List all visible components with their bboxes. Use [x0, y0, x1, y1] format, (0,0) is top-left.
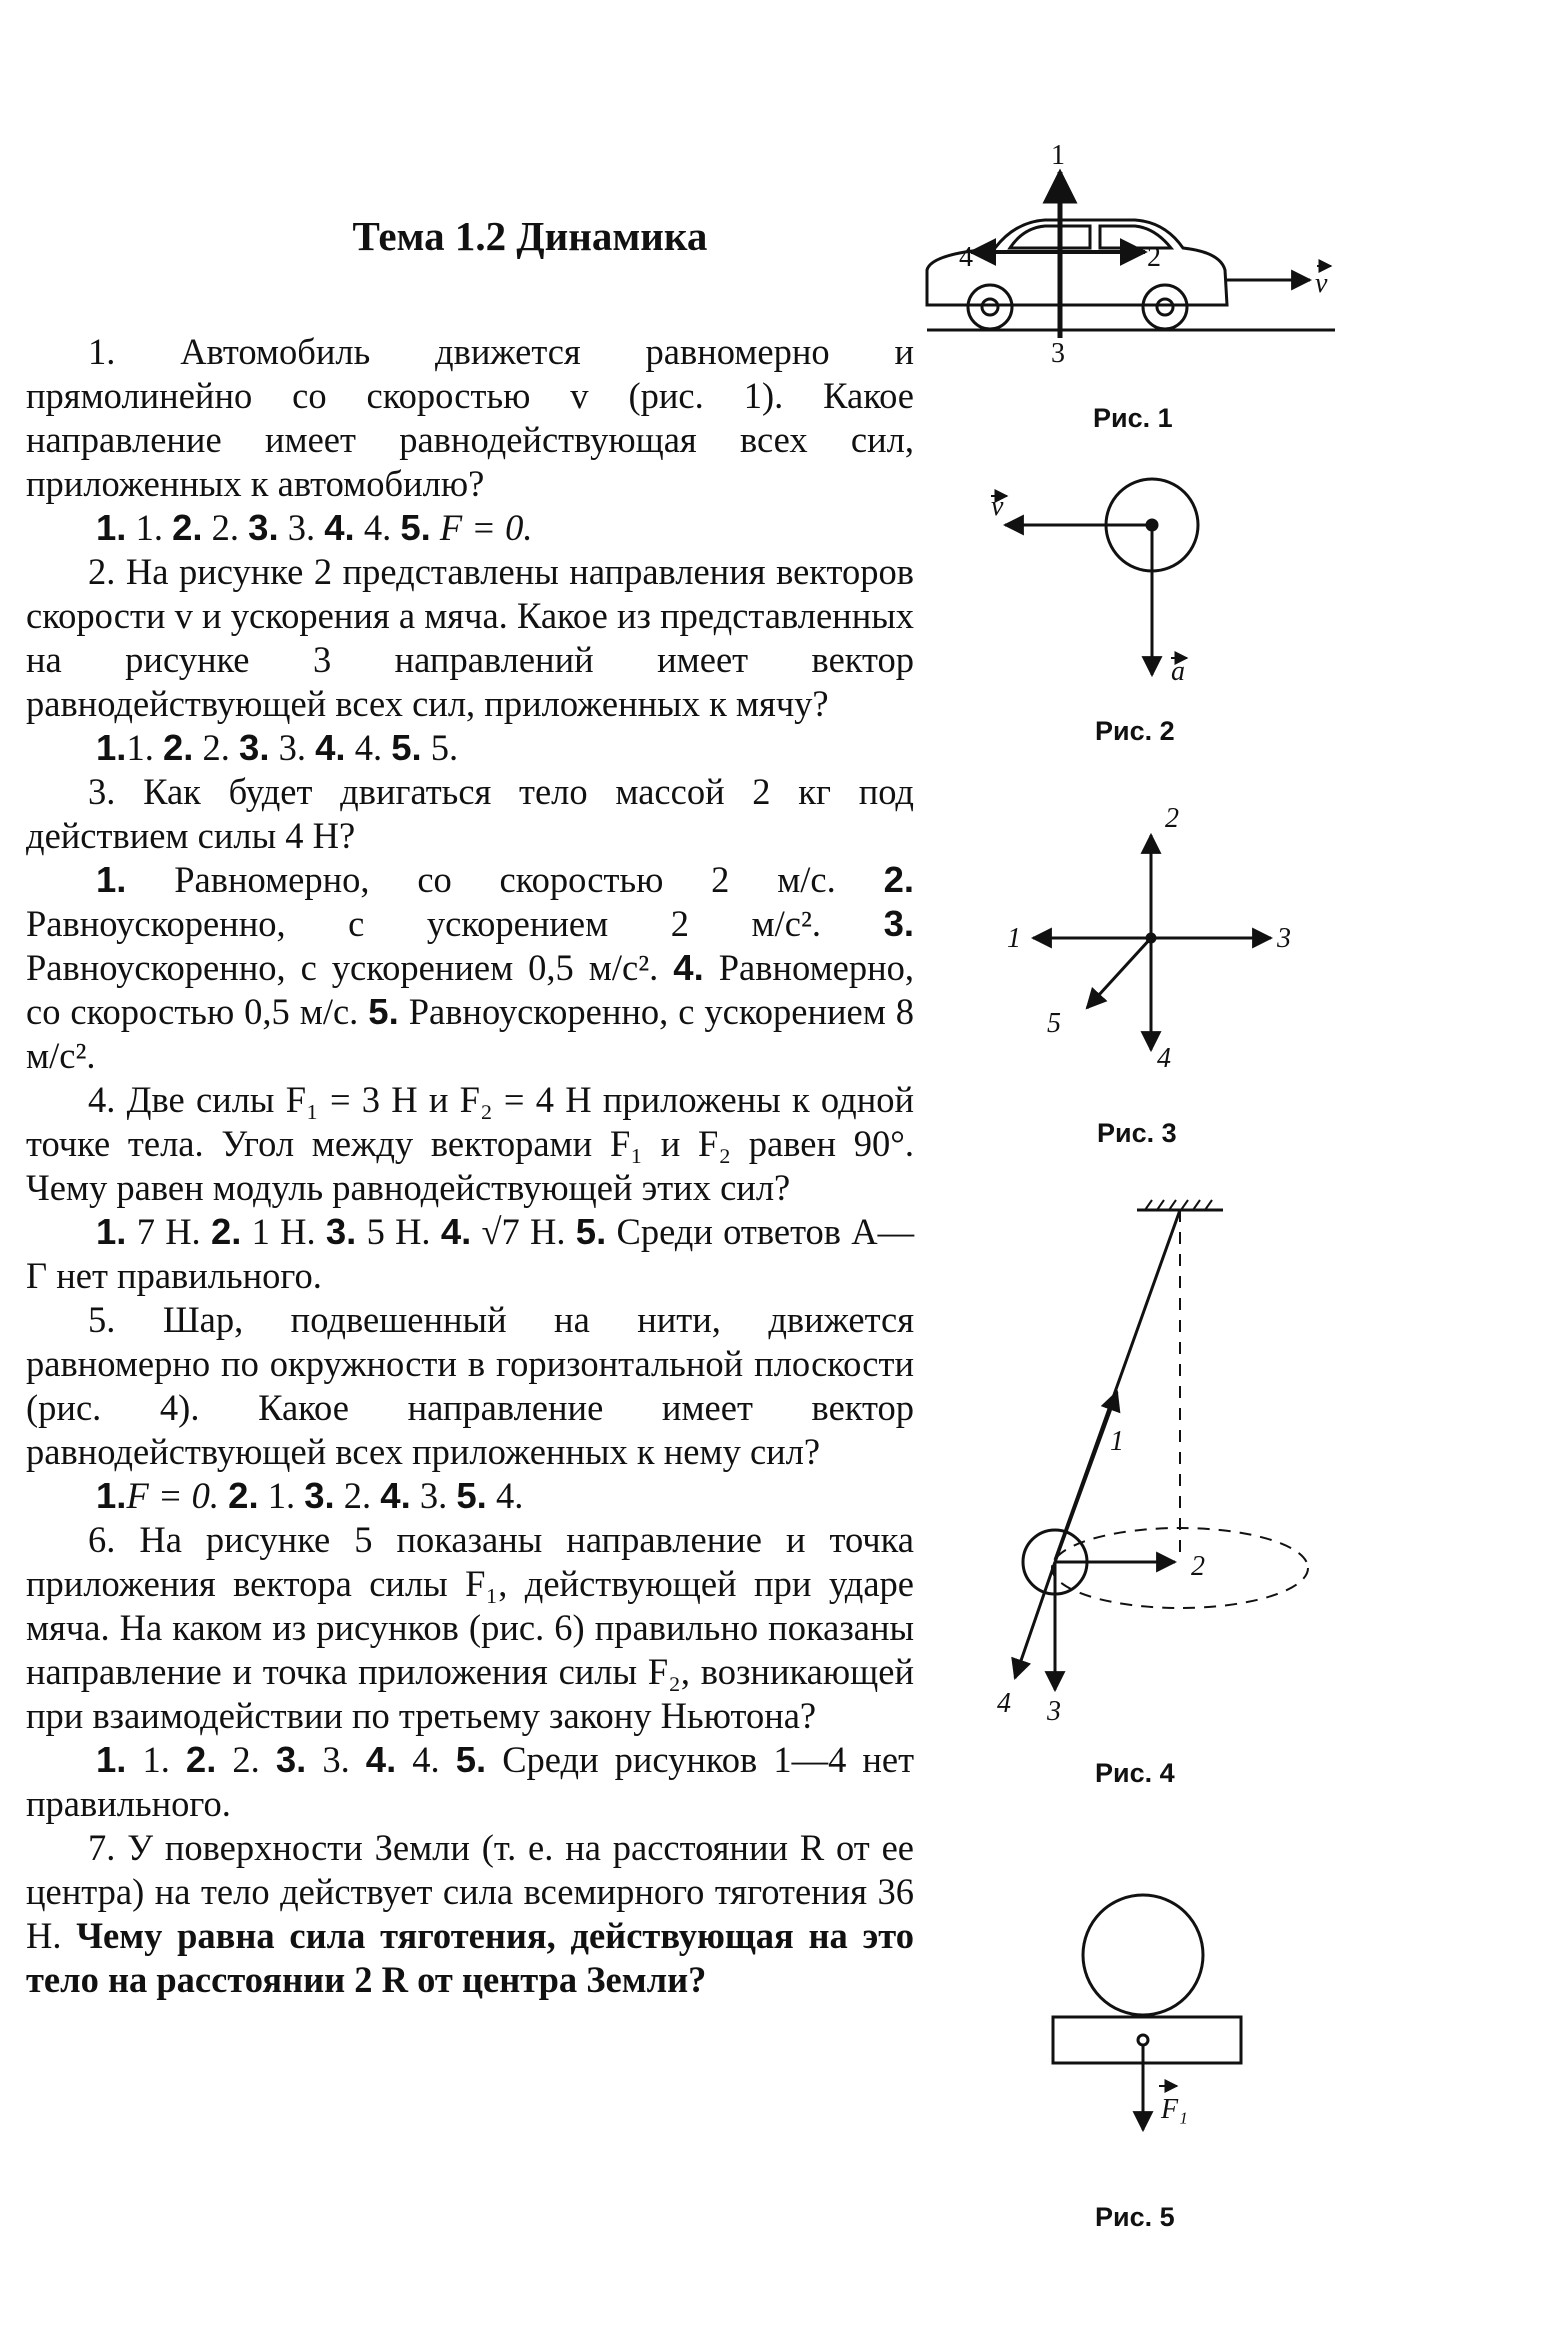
answer-option: 4. — [495, 1475, 524, 1516]
ball-vector-icon — [1005, 479, 1198, 675]
problem-5-answers — [26, 1474, 914, 1518]
problem-3-answers — [26, 858, 914, 1078]
answer-option: 5. — [430, 727, 459, 768]
answer-number: 5. — [575, 1211, 607, 1252]
answer-number: 2. — [185, 1739, 217, 1780]
answer-option: 4. — [354, 727, 383, 768]
answer-option: 2. — [343, 1475, 372, 1516]
answer-number: 5. — [368, 991, 399, 1032]
answer-number: 4. — [440, 1211, 472, 1252]
problem-3-question: Как будет двигаться тело массой 2 кг под действием силы 4 Н? — [26, 771, 914, 856]
answer-option: 3. — [419, 1475, 448, 1516]
fig4-caption: Рис. 4 — [1095, 1758, 1175, 1788]
answer-option: Среди рисунков 1—4 нет правильного. — [26, 1739, 915, 1824]
problem-1-answers — [26, 506, 914, 550]
answer-option: Равномерно, со скоростью 0,5 м/с. — [26, 947, 915, 1032]
fig5-label: F₁ — [1161, 2094, 1188, 2125]
car-diagram-icon — [927, 172, 1335, 338]
answer-option: 5 Н. — [366, 1211, 431, 1252]
answer-option: 4. — [412, 1739, 440, 1780]
fig1-label: 2 — [1147, 242, 1161, 273]
answer-number: 1. — [96, 1475, 127, 1516]
problem-4-answers — [26, 1210, 914, 1298]
fig5-caption: Рис. 5 — [1095, 2202, 1175, 2232]
answer-option: 1. — [135, 507, 163, 548]
answer-number: 4. — [324, 507, 355, 548]
ball-on-block-icon — [1053, 1895, 1241, 2130]
problem-7-question-a: У поверхности Земли (т. е. на расстоянии R от ее центра) на тело действует сила всемирного тяготения 36 Н. — [26, 1827, 914, 1956]
problem-2-text — [26, 550, 914, 726]
fig3-label: 5 — [1047, 1008, 1061, 1039]
fig4-label: 1 — [1110, 1426, 1124, 1457]
problem-2-question: На рисунке 2 представлены направления векторов скорости v и ускорения a мяча. Какое из представленных на рисунке 3 направлений имеет вектор равнодействующей всех сил, приложенных к мячу? — [26, 551, 915, 724]
answer-number: 3. — [248, 507, 279, 548]
problem-5-text — [26, 1298, 914, 1474]
answer-option: 2. — [232, 1739, 260, 1780]
answer-number: 1. — [96, 1211, 127, 1252]
problem-3-number: 3. — [88, 771, 116, 812]
conical-pendulum-icon — [1015, 1200, 1308, 1690]
answer-option: 1. — [142, 1739, 170, 1780]
answer-option: F = 0. — [439, 507, 533, 548]
problem-7-number: 7. — [88, 1827, 116, 1868]
answer-option: 1. — [267, 1475, 296, 1516]
answer-option: 3. — [322, 1739, 350, 1780]
problem-1-text — [26, 330, 914, 506]
problem-7-question-b: Чему равна сила тяготения, действующая на это тело на расстоянии 2 R от центра Земли? — [26, 1915, 914, 2000]
problem-6-question: На рисунке 5 показаны направление и точка приложения вектора силы F₁, действующей при ударе мяча. На каком из рисунков (рис. 6) правильно показаны направление и точка приложения силы F₂, возникающей при взаимодействии по третьему закону Ньютона? — [26, 1519, 914, 1736]
answer-number: 5. — [391, 727, 422, 768]
problem-2-answers — [26, 726, 914, 770]
answer-number: 2. — [172, 507, 203, 548]
fig3-caption: Рис. 3 — [1097, 1118, 1177, 1148]
problem-list — [26, 330, 914, 2002]
problem-6-number: 6. — [88, 1519, 116, 1560]
fig2-caption: Рис. 2 — [1095, 716, 1175, 746]
answer-option: 1 Н. — [251, 1211, 316, 1252]
problem-6-text — [26, 1518, 914, 1738]
fig1-label: 1 — [1051, 140, 1065, 171]
answer-number: 1. — [96, 1739, 127, 1780]
fig4-label: 3 — [1047, 1696, 1061, 1727]
answer-option: 3. — [278, 727, 306, 768]
answer-number: 1. — [96, 727, 127, 768]
fig2-label: v — [991, 491, 1004, 522]
answer-option: 3. — [287, 507, 316, 548]
problem-1-number: 1. — [88, 331, 116, 372]
answer-option: 1. — [126, 727, 154, 768]
answer-number: 4. — [315, 727, 346, 768]
page-title: Тема 1.2 Динамика — [352, 213, 708, 259]
answer-number: 3. — [883, 903, 915, 944]
fig1-label: 3 — [1051, 338, 1065, 369]
answer-number: 1. — [96, 507, 127, 548]
answer-option: Равноускоренно, с ускорением 2 м/с². — [26, 903, 822, 944]
fig1-label: v — [1315, 268, 1328, 299]
fig3-label: 2 — [1165, 803, 1179, 834]
answer-option: 2. — [211, 507, 240, 548]
answer-option: Равноускоренно, с ускорением 8 м/с². — [26, 991, 915, 1076]
answer-number: 1. — [96, 859, 127, 900]
problem-4-text — [26, 1078, 914, 1210]
answer-number: 3. — [325, 1211, 357, 1252]
answer-number: 2. — [162, 727, 194, 768]
fig3-label: 3 — [1277, 923, 1291, 954]
figures-svg — [915, 130, 1345, 2250]
answer-number: 5. — [456, 1475, 487, 1516]
answer-option: √7 Н. — [481, 1211, 566, 1252]
answer-option: F = 0. — [126, 1475, 220, 1516]
answer-number: 2. — [228, 1475, 259, 1516]
fig3-label: 1 — [1007, 923, 1021, 954]
fig3-label: 4 — [1157, 1043, 1171, 1074]
answer-option: Равноускоренно, с ускорением 0,5 м/с². — [26, 947, 659, 988]
answer-number: 4. — [673, 947, 704, 988]
problem-2-number: 2. — [88, 551, 116, 592]
problem-7-text — [26, 1826, 914, 2002]
problem-4-question: Две силы F₁ = 3 Н и F₂ = 4 Н приложены к одной точке тела. Угол между векторами F₁ и F₂ равен 90°. Чему равен модуль равнодействующей этих сил? — [26, 1079, 915, 1208]
answer-number: 5. — [400, 507, 431, 548]
answer-option: Равномерно, со скоростью 2 м/с. — [174, 859, 836, 900]
answer-option: 4. — [363, 507, 392, 548]
direction-cross-icon — [1033, 835, 1271, 1050]
problem-4-number: 4. — [88, 1079, 116, 1120]
answer-option: Среди ответов А—Г нет правильного. — [26, 1211, 915, 1296]
problem-1-question: Автомобиль движется равномерно и прямолинейно со скоростью v (рис. 1). Какое направление имеет равнодействующая всех сил, приложенных к автомобилю? — [26, 331, 914, 504]
fig4-label: 2 — [1191, 1551, 1205, 1582]
figures-column — [915, 130, 1345, 2250]
answer-number: 5. — [455, 1739, 487, 1780]
answer-option: 7 Н. — [136, 1211, 201, 1252]
fig1-caption: Рис. 1 — [1093, 403, 1173, 433]
answer-number: 3. — [239, 727, 270, 768]
fig1-label: 4 — [959, 242, 973, 273]
answer-number: 3. — [304, 1475, 335, 1516]
answer-number: 2. — [210, 1211, 242, 1252]
answer-number: 4. — [365, 1739, 397, 1780]
problem-3-text — [26, 770, 914, 858]
fig2-label: a — [1171, 656, 1185, 687]
answer-number: 2. — [883, 859, 915, 900]
fig4-label: 4 — [997, 1688, 1011, 1719]
problem-5-question: Шар, подвешенный на нити, движется равномерно по окружности в горизонтальной плоскости (рис. 4). Какое направление имеет вектор равнодействующей всех приложенных к нему сил? — [26, 1299, 915, 1472]
problem-6-answers — [26, 1738, 914, 1826]
answer-number: 4. — [380, 1475, 411, 1516]
answer-option: 2. — [202, 727, 230, 768]
problem-5-number: 5. — [88, 1299, 116, 1340]
answer-number: 3. — [275, 1739, 307, 1780]
